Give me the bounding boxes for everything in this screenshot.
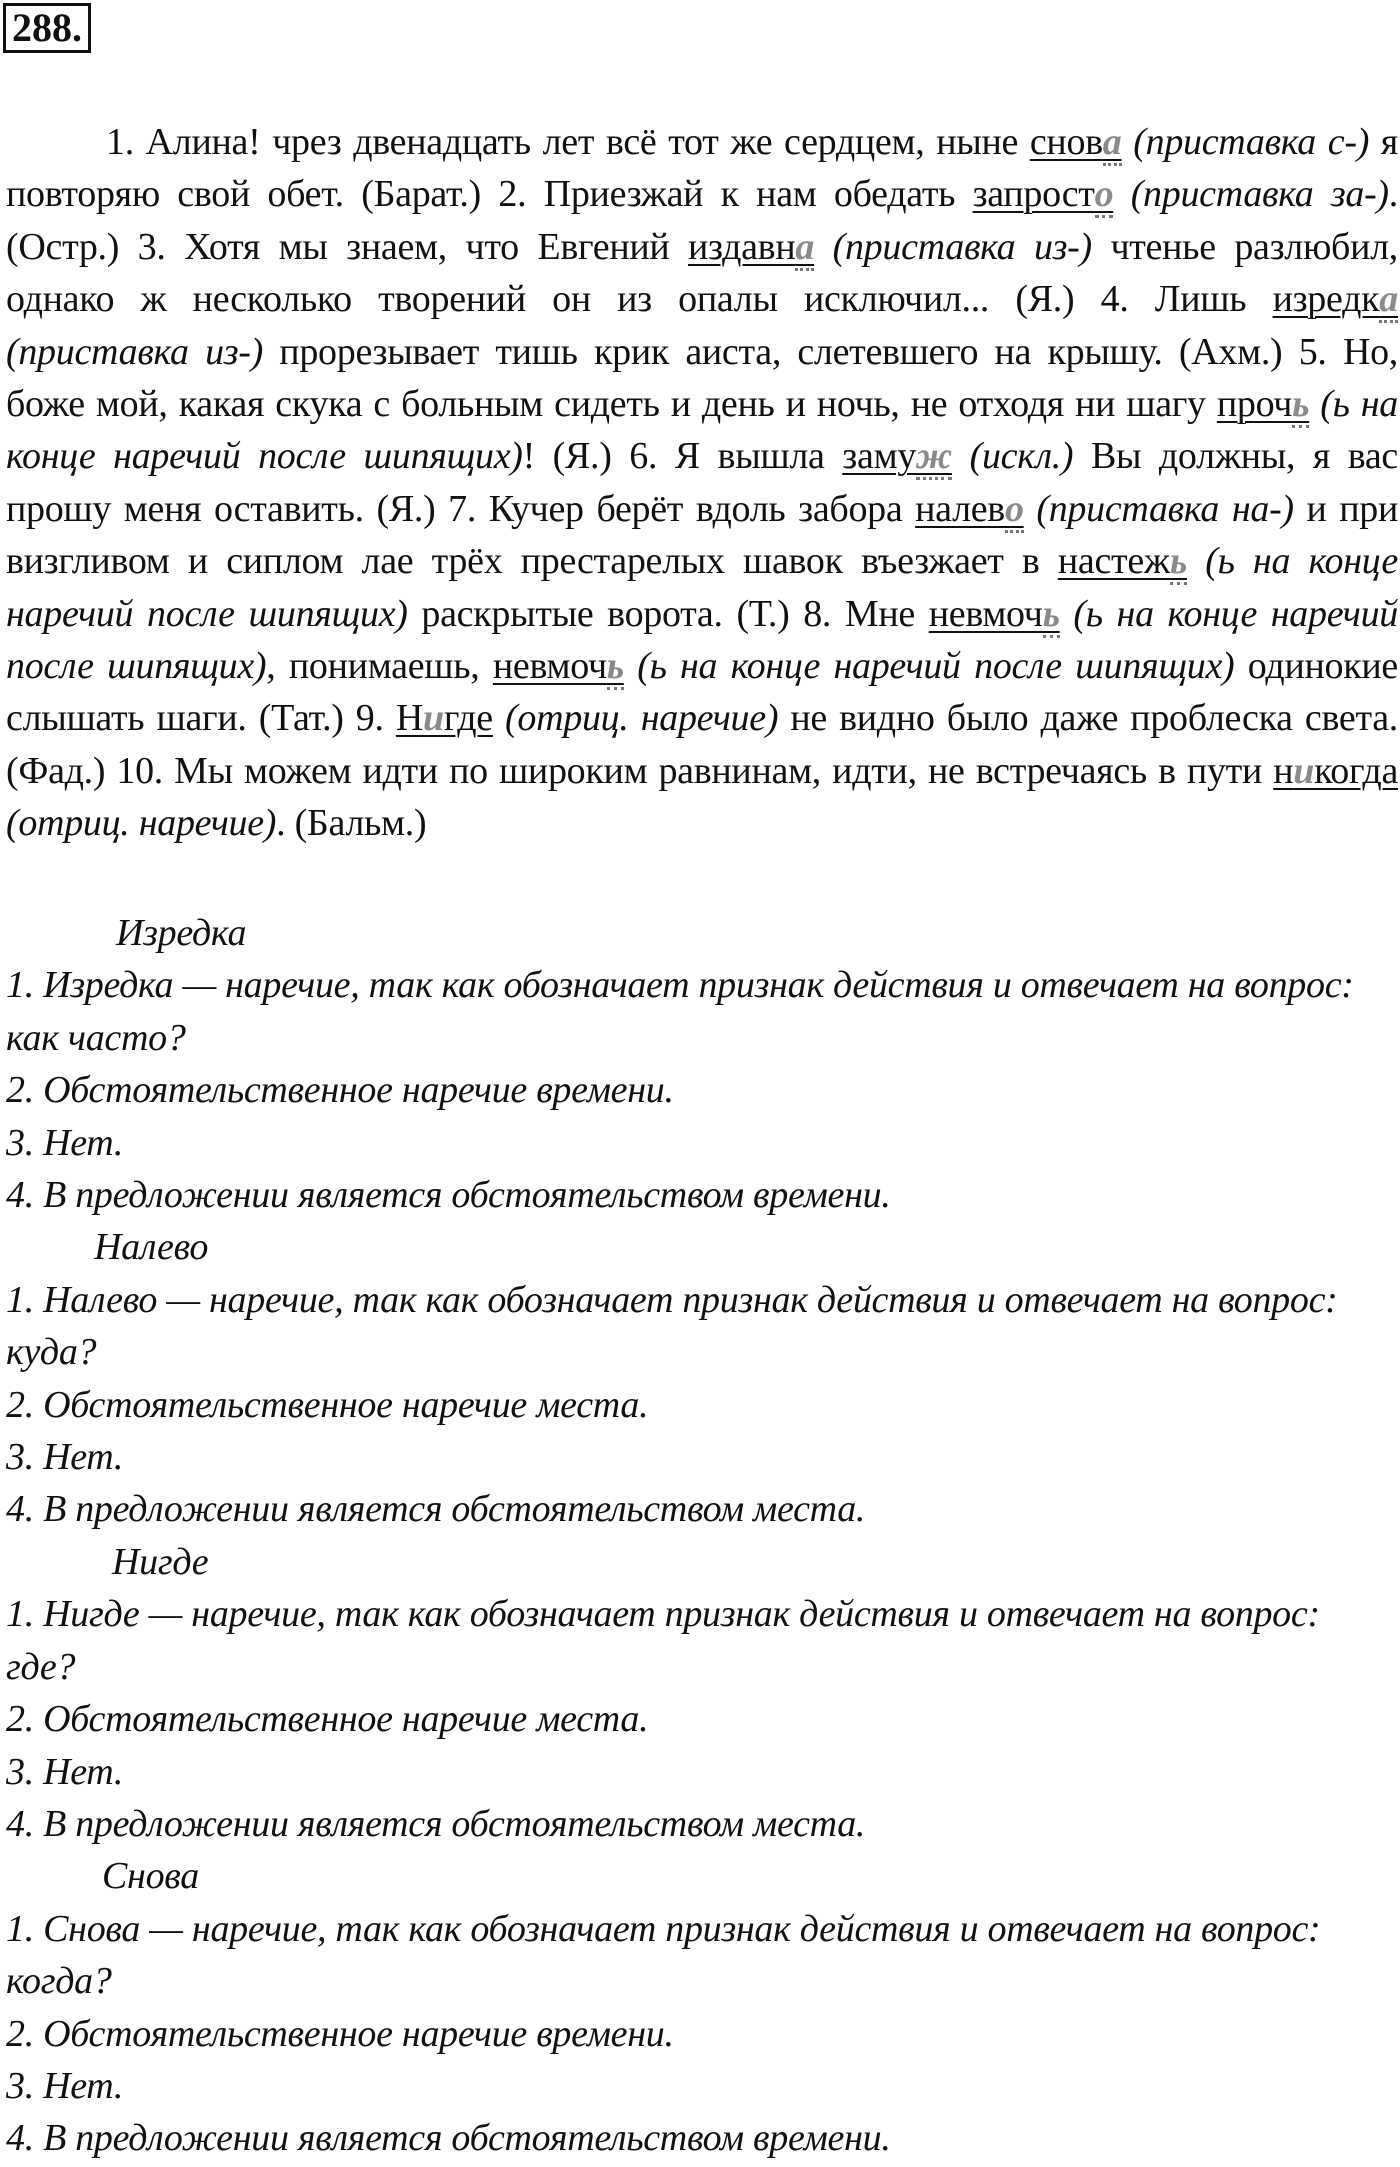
analysis-line: 2. Обстоятельственное наречие места. <box>6 1383 649 1426</box>
adverb-prefix-vowel: и <box>1293 749 1315 792</box>
adverb-word: замуж <box>842 435 952 480</box>
adverb-word: настежь <box>1058 540 1187 585</box>
sentence-3: 3. Хотя мы знаем, что Евгений издавна (приставка из-) чтенье разлюбил, однако ж несколько творений он из опалы исключил... (Я.) <box>6 225 1398 321</box>
adverb-analysis <box>6 907 1398 2165</box>
analysis-heading: Снова <box>102 1855 199 1898</box>
sentence-7: 7. Кучер берёт вдоль забора налево (приставка на-) и при визгливом и сиплом лае трёх престарелых шавок въезжает в настежь (ь на конце наречий после шипящих) раскрытые ворота. (Т.) <box>6 487 1398 635</box>
adverb-word: невмочь <box>929 593 1060 638</box>
sentence-1: 1. Алина! чрез двенадцать лет всё тот же сердцем, ныне снова (приставка с-) я повторяю свой обет. (Барат.) <box>6 121 1398 216</box>
analysis-block-snova <box>6 1850 1398 2164</box>
adverb-ending: а <box>795 226 814 271</box>
sentence-6: 6. Я вышла замуж (искл.) Вы должны, я вас прошу меня оставить. (Я.) <box>6 435 1398 530</box>
analysis-line: 1. Снова — наречие, так как обозначает признак действия и отвечает на вопрос: когда? <box>6 1907 1321 2003</box>
analysis-line: 4. В предложении является обстоятельством места. <box>6 1488 866 1531</box>
analysis-line: 3. Нет. <box>6 1436 124 1479</box>
analysis-line: 4. В предложении является обстоятельством времени. <box>6 1174 891 1217</box>
adverb-ending: о <box>1005 488 1024 533</box>
analysis-line: 4. В предложении является обстоятельством времени. <box>6 2117 891 2160</box>
analysis-heading: Налево <box>94 1226 209 1269</box>
sentence-9: 9. Нигде (отриц. наречие) не видно было даже проблеска света. (Фад.) <box>6 697 1398 792</box>
exercise-number: 288. <box>3 3 91 53</box>
sentence-2: 2. Приезжай к нам обедать запросто (приставка за-). (Остр.) <box>6 173 1398 268</box>
sentence-4: 4. Лишь изредка (приставка из-) прорезывает тишь крик аиста, слетевшего на крышу. (Ахм.) <box>6 278 1398 373</box>
adverb-word: запросто <box>973 173 1114 218</box>
adverb-word: никогда <box>1273 749 1399 792</box>
adverb-word: Нигде <box>395 697 493 740</box>
analysis-line: 3. Нет. <box>6 1121 124 1164</box>
adverb-word: налево <box>915 488 1024 533</box>
adverb-word: снова <box>1030 121 1122 166</box>
adverb-ending: ь <box>1292 383 1309 428</box>
analysis-line: 1. Нигде — наречие, так как обозначает признак действия и отвечает на вопрос: где? <box>6 1593 1320 1688</box>
sentence-8: 8. Мне невмочь (ь на конце наречий после шипящих), понимаешь, невмочь (ь на конце наречий после шипящих) одинокие слышать шаги. (Тат.) <box>6 592 1399 740</box>
analysis-line: 2. Обстоятельственное наречие времени. <box>6 1069 674 1112</box>
analysis-block-izredka <box>6 907 1398 1221</box>
analysis-line: 2. Обстоятельственное наречие времени. <box>6 2012 674 2055</box>
analysis-line: 2. Обстоятельственное наречие места. <box>6 1698 649 1741</box>
analysis-line: 3. Нет. <box>6 1750 124 1793</box>
adverb-ending: о <box>1095 173 1114 218</box>
adverb-ending: ь <box>1170 540 1187 585</box>
analysis-line: 3. Нет. <box>6 2064 124 2107</box>
adverb-ending: а <box>1103 121 1122 166</box>
sentence-10: 10. Мы можем идти по широким равнинам, идти, не встречаясь в пути никогда (отриц. наречие). (Бальм.) <box>6 749 1399 845</box>
analysis-block-nigde <box>6 1536 1398 1850</box>
adverb-word: прочь <box>1217 383 1309 428</box>
exercise-text <box>6 116 1398 850</box>
analysis-line: 1. Налево — наречие, так как обозначает признак действия и отвечает на вопрос: куда? <box>6 1278 1338 1374</box>
analysis-heading: Изредка <box>116 912 247 954</box>
analysis-heading: Нигде <box>112 1540 209 1583</box>
analysis-line: 4. В предложении является обстоятельством места. <box>6 1802 866 1845</box>
adverb-ending: ь <box>607 645 624 690</box>
adverb-word: издавна <box>688 226 814 271</box>
adverb-ending: ь <box>1043 593 1060 638</box>
adverb-word: изредка <box>1273 278 1398 323</box>
adverb-ending: а <box>1379 278 1398 323</box>
sentence-5: 5. Но, боже мой, какая скука с больным сидеть и день и ночь, не отходя ни шагу прочь (ь на конце наречий после шипящих)! (Я.) <box>6 330 1399 478</box>
adverb-ending: ж <box>916 435 952 480</box>
analysis-line: 1. Изредка — наречие, так как обозначает признак действия и отвечает на вопрос: как часто? <box>6 964 1354 1059</box>
analysis-block-nalevo <box>6 1221 1398 1535</box>
adverb-prefix-vowel: и <box>423 697 444 740</box>
adverb-word: невмочь <box>493 645 624 690</box>
